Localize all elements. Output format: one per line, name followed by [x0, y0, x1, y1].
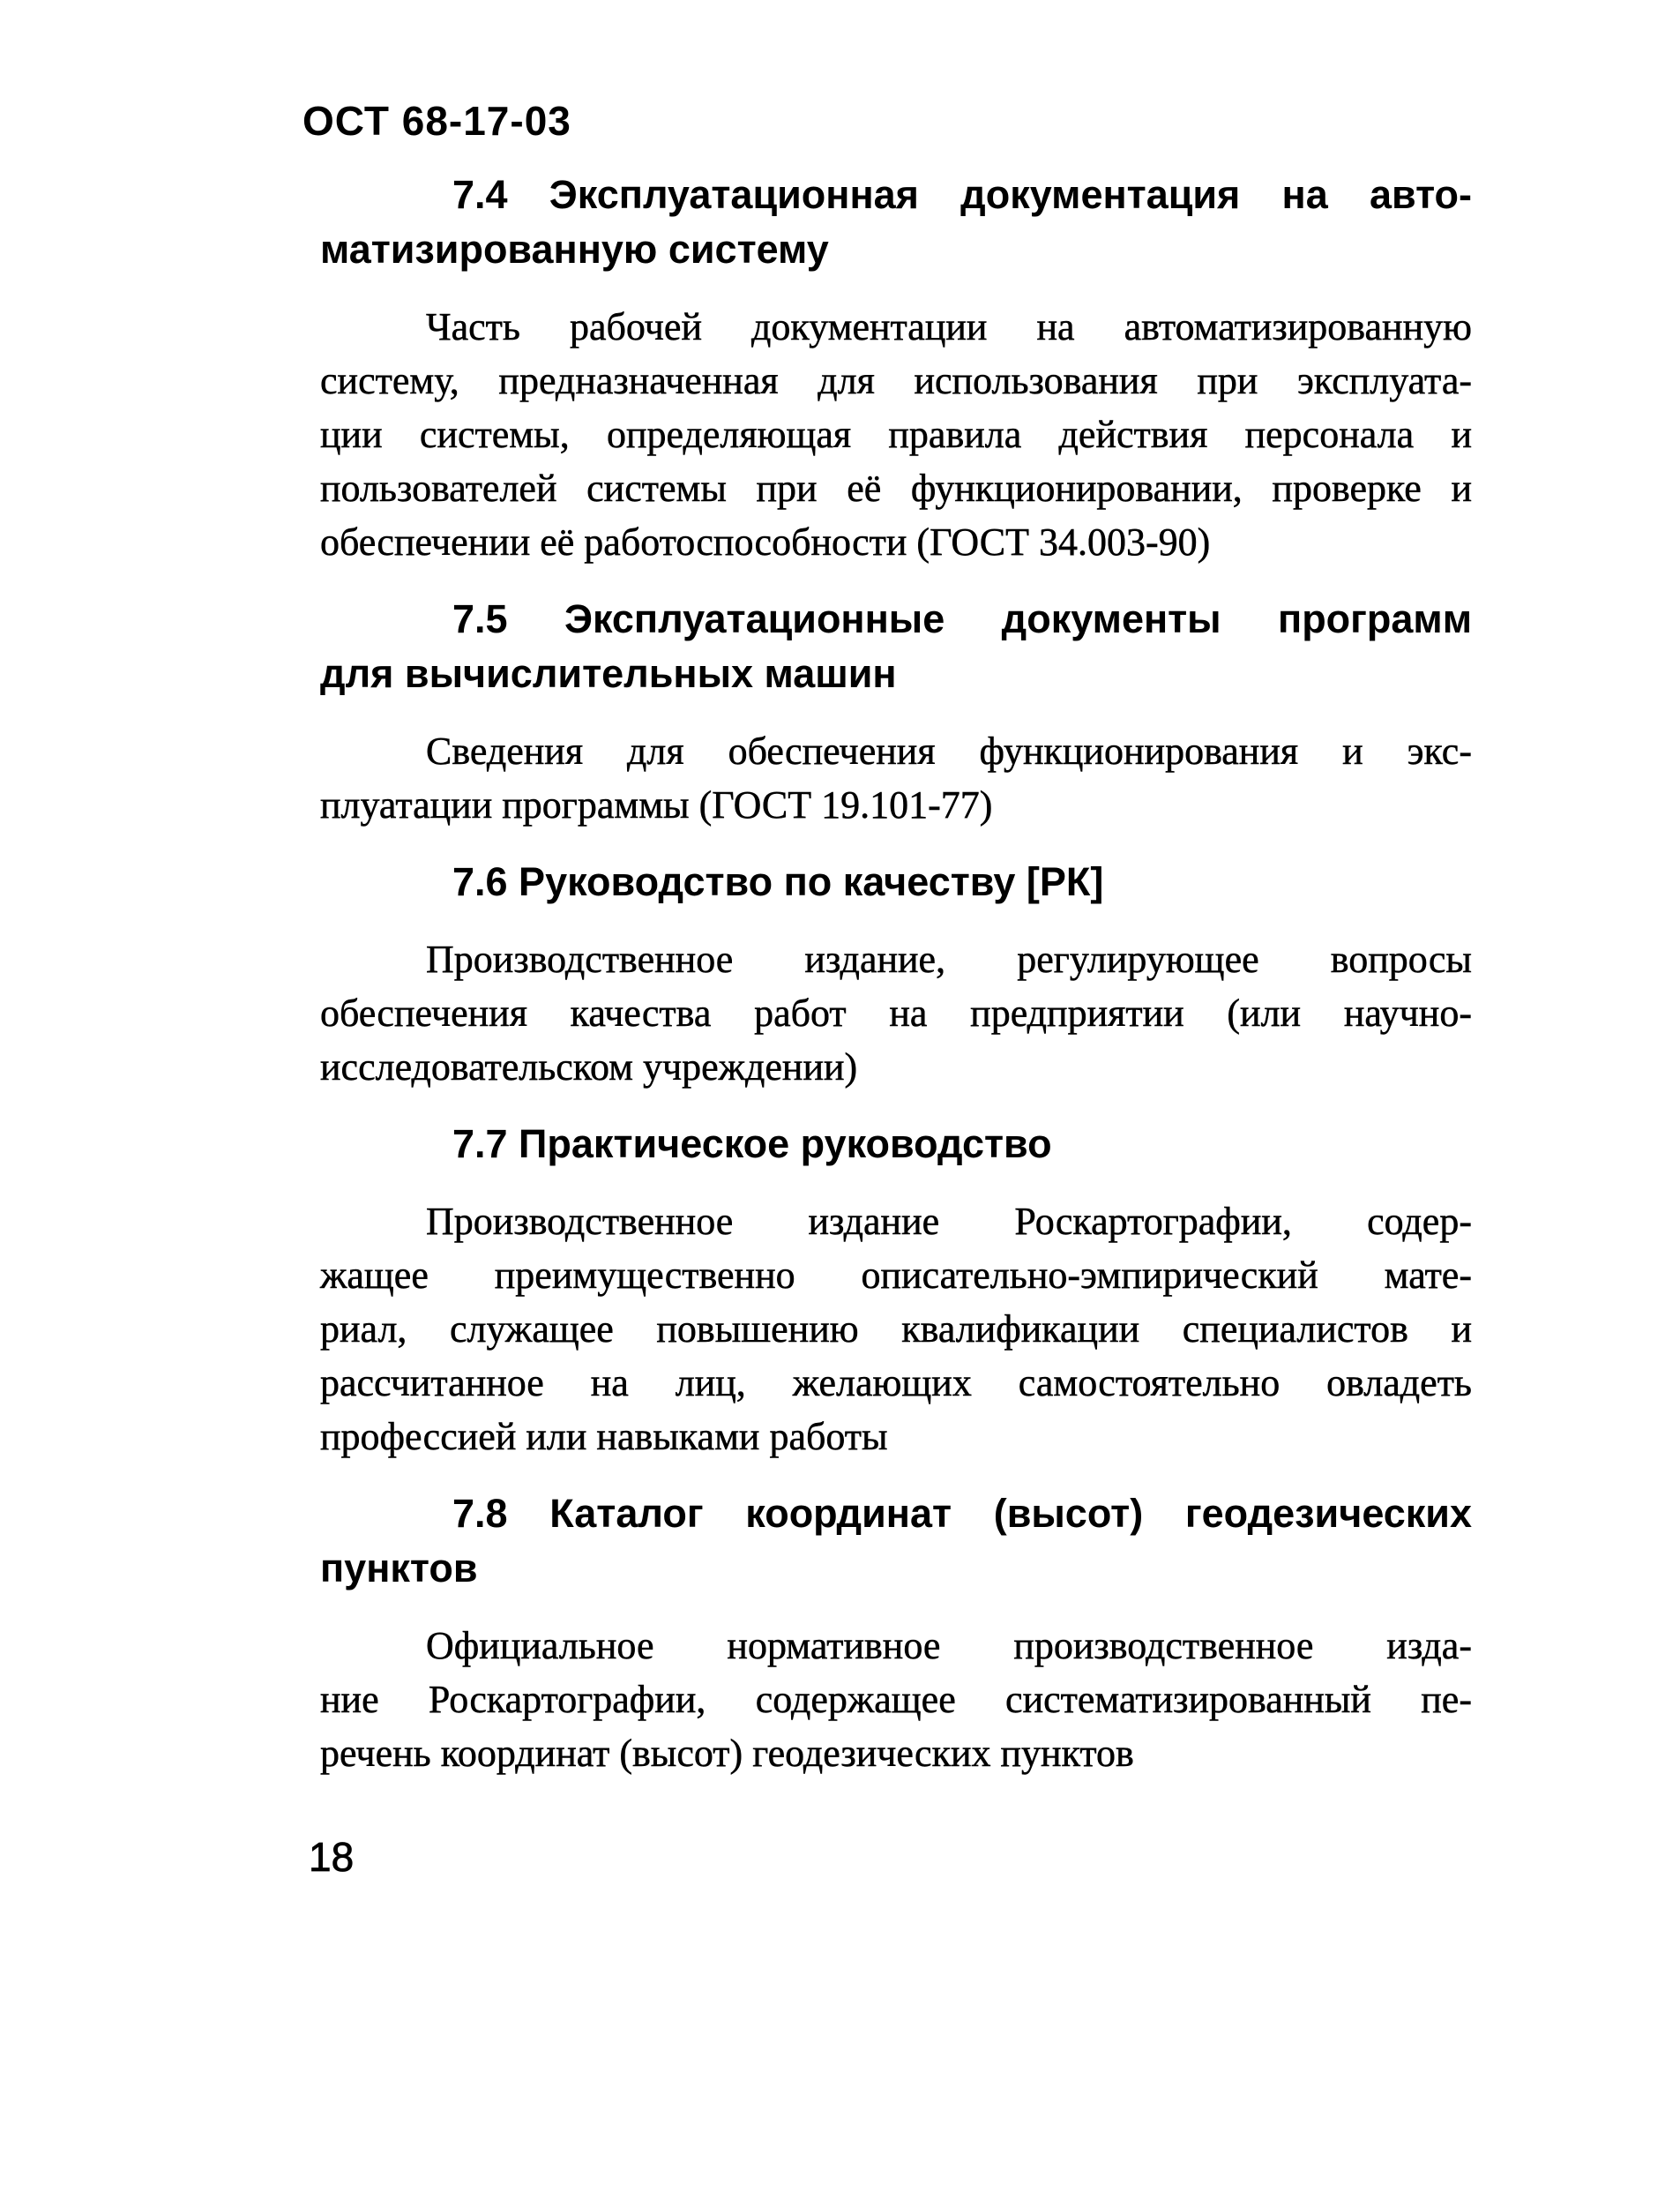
heading-line: 7.6 Руководство по качеству [РК]: [452, 859, 1104, 904]
body-text-line: Производственное издание Роскартографии, содер-: [426, 1200, 1472, 1243]
heading-line: пунктов: [320, 1546, 478, 1591]
section-heading-7-8: [320, 1486, 1472, 1596]
heading-line: 7.7 Практическое руководство: [452, 1121, 1052, 1166]
body-text-line: обеспечения качества работ на предприятии (или научно-: [320, 992, 1472, 1035]
body-text-line: рассчитанное на лиц, желающих самостоятельно овладеть: [320, 1361, 1472, 1404]
body-text-line: пользователей системы при её функционировании, проверке и: [320, 467, 1472, 510]
section-body-7-4: [320, 300, 1472, 569]
body-text-line: исследовательском учреждении): [320, 1045, 858, 1089]
body-text-line: речень координат (высот) геодезических пунктов: [320, 1732, 1134, 1775]
heading-line: 7.4 Эксплуатационная документация на авто-: [452, 172, 1472, 217]
body-text-line: ние Роскартографии, содержащее систематизированный пе-: [320, 1678, 1472, 1721]
section-heading-7-5: [320, 592, 1472, 701]
heading-line: 7.8 Каталог координат (высот) геодезических: [452, 1491, 1472, 1536]
section-heading-7-4: [320, 168, 1472, 277]
body-text-line: Сведения для обеспечения функционирования и экс-: [426, 730, 1472, 773]
body-text-line: плуатации программы (ГОСТ 19.101-77): [320, 783, 993, 827]
body-text-line: систему, предназначенная для использования при эксплуата-: [320, 359, 1472, 402]
text-column: [320, 168, 1472, 1803]
section-body-7-8: [320, 1619, 1472, 1780]
section-heading-7-6: [320, 855, 1472, 909]
page-number: 18: [309, 1834, 355, 1880]
body-text-line: жащее преимущественно описательно-эмпирический мате-: [320, 1254, 1472, 1297]
body-text-line: Производственное издание, регулирующее вопросы: [426, 938, 1472, 981]
body-text-line: обеспечении её работоспособности (ГОСТ 34.003-90): [320, 520, 1211, 564]
heading-line: 7.5 Эксплуатационные документы программ: [452, 596, 1472, 641]
heading-line: матизированную систему: [320, 227, 829, 272]
body-text-line: риал, служащее повышению квалификации специалистов и: [320, 1307, 1472, 1351]
section-body-7-6: [320, 932, 1472, 1094]
body-text-line: ции системы, определяющая правила действия персонала и: [320, 413, 1472, 456]
heading-line: для вычислительных машин: [320, 651, 897, 696]
section-heading-7-7: [320, 1117, 1472, 1171]
section-body-7-5: [320, 724, 1472, 832]
document-code: ОСТ 68-17-03: [302, 98, 571, 144]
body-text-line: Часть рабочей документации на автоматизированную: [426, 305, 1472, 348]
body-text-line: Официальное нормативное производственное изда-: [426, 1624, 1472, 1667]
body-text-line: профессией или навыками работы: [320, 1415, 888, 1458]
section-body-7-7: [320, 1194, 1472, 1463]
